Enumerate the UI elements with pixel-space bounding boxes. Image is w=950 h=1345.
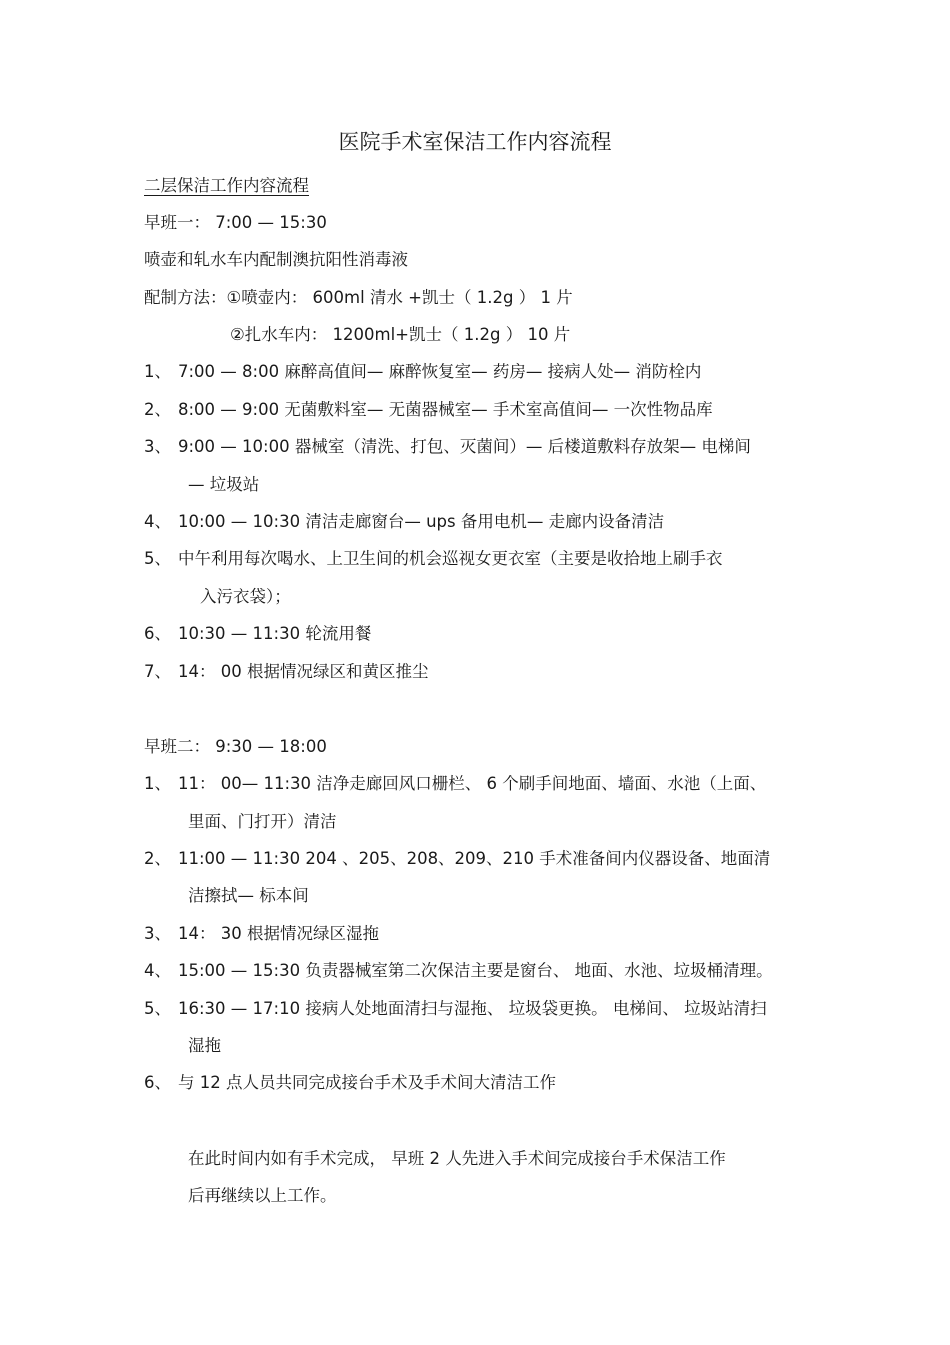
item-text: 9:00 — 10:00 器械室（清洗、打包、灭菌间）— 后楼道敷料存放架— 电梯间: [178, 437, 751, 456]
item-continuation: 入污衣袋）；: [200, 587, 291, 606]
item-number: 4、: [144, 512, 171, 531]
item-number: 3、: [144, 924, 171, 943]
item-text: 16:30 — 17:10 接病人处地面清扫与湿拖、 垃圾袋更换。 电梯间、 垃圾站清扫: [178, 999, 767, 1018]
item-text: 11： 00— 11:30 洁净走廊回风口栅栏、 6 个刷手间地面、墙面、水池（上面、: [178, 774, 767, 793]
item-number: 5、: [144, 549, 171, 568]
shift1-method-line2: ②扎水车内： 1200ml+凯士（ 1.2g ） 10 片: [230, 325, 571, 344]
item-number: 1、: [144, 362, 171, 381]
item-text: 10:00 — 10:30 清洁走廊窗台— ups 备用电机— 走廊内设备清洁: [178, 512, 665, 531]
section-subtitle: 二层保洁工作内容流程: [144, 176, 309, 195]
note-line2: 后再继续以上工作。: [188, 1186, 337, 1205]
note-line1: 在此时间内如有手术完成， 早班 2 人先进入手术间完成接台手术保洁工作: [188, 1149, 726, 1168]
item-number: 5、: [144, 999, 171, 1018]
list-item: [144, 773, 766, 795]
item-number: 6、: [144, 1073, 171, 1092]
item-number: 2、: [144, 849, 171, 868]
shift2-heading: 早班二： 9:30 — 18:00: [144, 737, 327, 756]
item-number: 7、: [144, 662, 171, 681]
item-text: 7:00 — 8:00 麻醉高值间— 麻醉恢复室— 药房— 接病人处— 消防栓内: [178, 362, 702, 381]
item-continuation: 湿拖: [188, 1036, 221, 1055]
item-number: 4、: [144, 961, 171, 980]
list-item: [144, 548, 723, 570]
list-item: [144, 960, 773, 982]
item-number: 3、: [144, 437, 171, 456]
list-item: [144, 848, 770, 870]
list-item: [144, 436, 751, 458]
list-item: [144, 511, 664, 533]
shift1-heading: 早班一： 7:00 — 15:30: [144, 213, 327, 232]
item-text: 与 12 点人员共同完成接台手术及手术间大清洁工作: [178, 1073, 556, 1092]
item-text: 15:00 — 15:30 负责器械室第二次保洁主要是窗台、 地面、水池、垃圾桶清理。: [178, 961, 773, 980]
list-item: [144, 623, 371, 645]
list-item: [144, 998, 767, 1020]
item-text: 11:00 — 11:30 204 、205、208、209、210 手术准备间内仪器设备、地面清: [178, 849, 771, 868]
document-title: 医院手术室保洁工作内容流程: [338, 130, 612, 154]
item-text: 8:00 — 9:00 无菌敷料室— 无菌器械室— 手术室高值间— 一次性物品库: [178, 400, 713, 419]
item-text: 14： 30 根据情况绿区湿拖: [178, 924, 379, 943]
list-item: [144, 361, 701, 383]
item-text: 10:30 — 11:30 轮流用餐: [178, 624, 372, 643]
item-continuation: 洁擦拭— 标本间: [188, 886, 309, 905]
list-item: [144, 661, 428, 683]
list-item: [144, 399, 713, 421]
shift1-method-line1: 配制方法：①喷壶内： 600ml 清水 +凯士（ 1.2g ） 1 片: [144, 288, 573, 307]
item-text: 14： 00 根据情况绿区和黄区推尘: [178, 662, 429, 681]
list-item: [144, 923, 379, 945]
item-number: 2、: [144, 400, 171, 419]
shift1-intro: 喷壶和轧水车内配制澳抗阳性消毒液: [144, 250, 408, 269]
item-number: 6、: [144, 624, 171, 643]
item-continuation: 里面、门打开）清洁: [188, 812, 337, 831]
list-item: [144, 1072, 556, 1094]
item-text: 中午利用每次喝水、上卫生间的机会巡视女更衣室（主要是收拾地上刷手衣: [178, 549, 723, 568]
item-number: 1、: [144, 774, 171, 793]
item-continuation: — 垃圾站: [188, 475, 260, 494]
